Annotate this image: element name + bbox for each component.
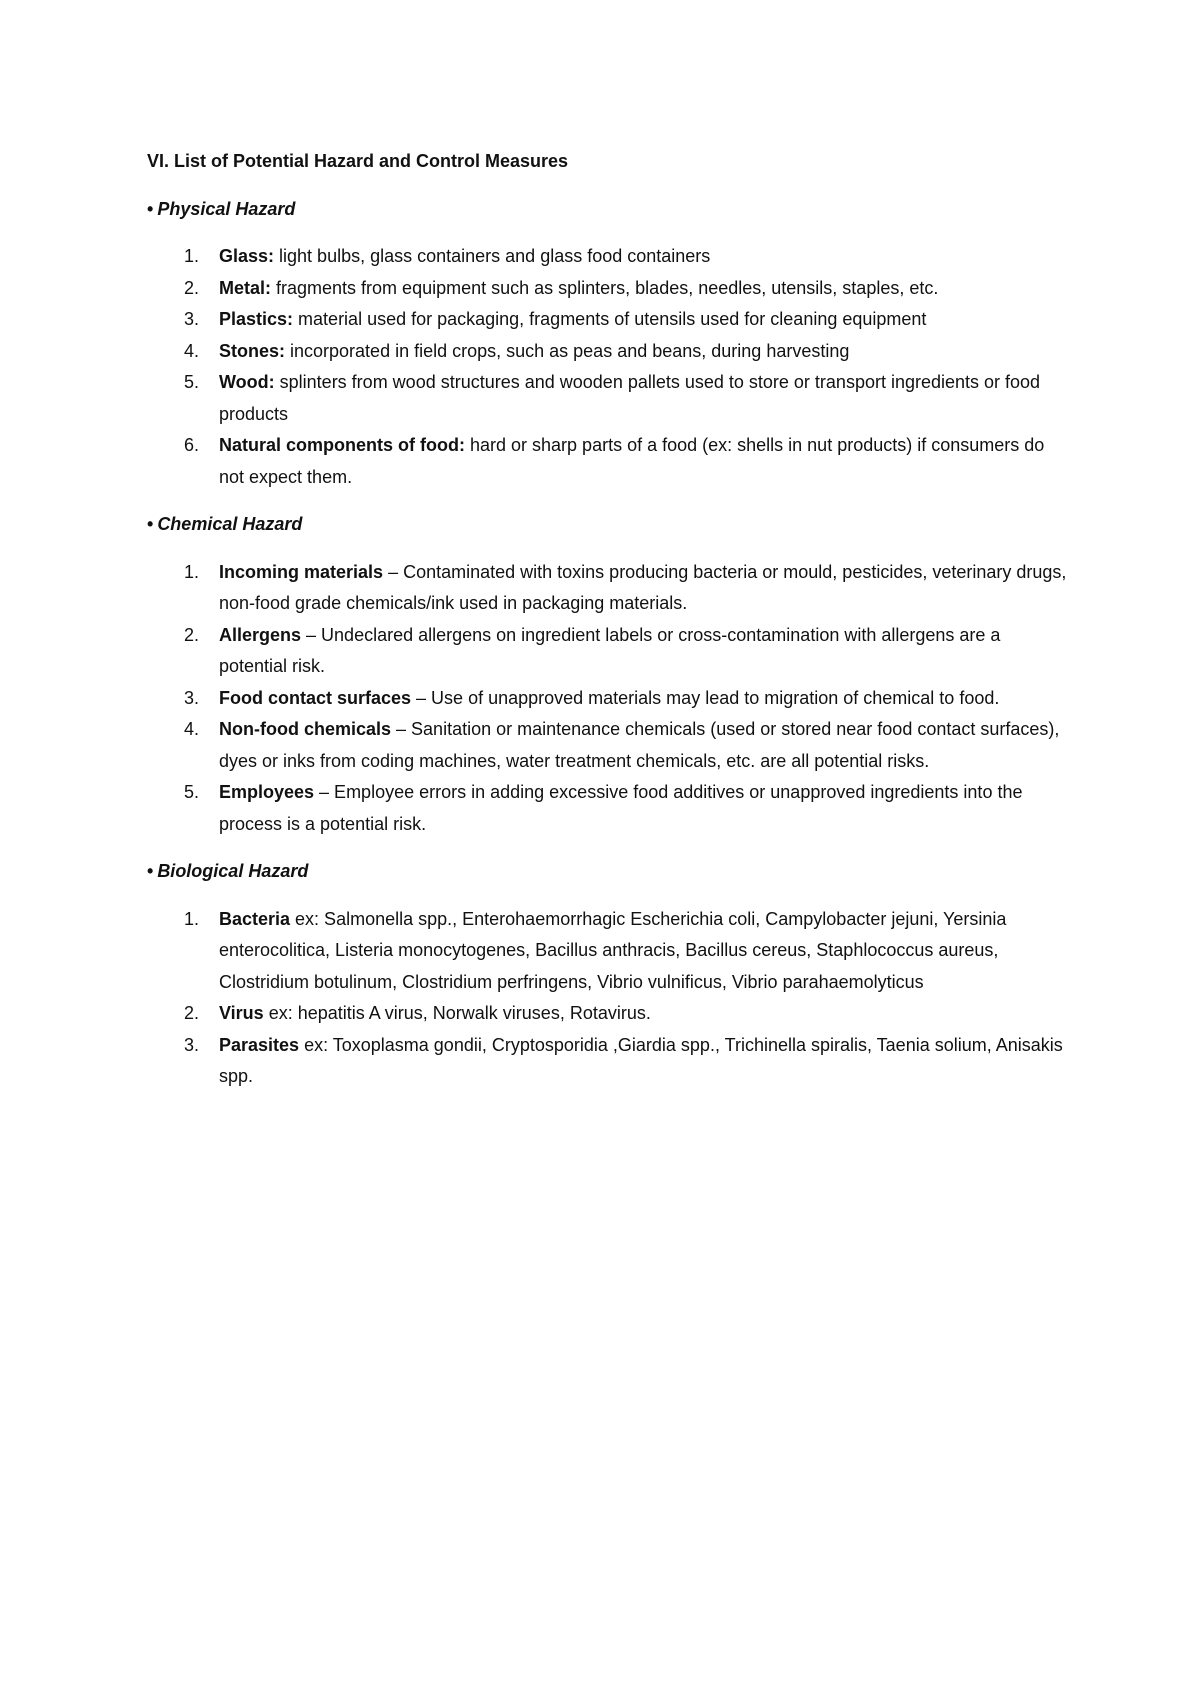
list-item <box>147 367 1067 430</box>
item-number: 1. <box>184 908 200 929</box>
document-title: VI. List of Potential Hazard and Control Measures <box>147 151 569 171</box>
section-chemical-hazard <box>147 509 1067 840</box>
item-text: – Employee errors in adding excessive food additives or unapproved ingredients into the process is a potential risk. <box>219 782 1023 834</box>
list-item <box>147 1030 1067 1093</box>
section-heading <box>147 856 1067 888</box>
item-term: Wood: <box>219 372 275 392</box>
list-item <box>147 336 1067 368</box>
item-term: Glass: <box>219 246 275 266</box>
item-number: 3. <box>184 309 200 329</box>
item-number: 2. <box>184 277 200 298</box>
item-term: Metal: <box>219 277 272 298</box>
section-physical-hazard <box>147 194 1067 494</box>
list-item <box>147 430 1067 493</box>
section-heading <box>147 194 1067 226</box>
list-item <box>147 904 1067 999</box>
list-item <box>147 273 1067 305</box>
item-number: 5. <box>184 782 200 802</box>
section-biological-hazard <box>147 856 1067 1093</box>
item-number: 4. <box>184 340 200 361</box>
bullet-icon: • <box>147 514 154 534</box>
document-body <box>147 146 1067 1093</box>
item-text: – Undeclared allergens on ingredient labels or cross-contamination with allergens are a potential risk. <box>219 624 1001 676</box>
item-term: Plastics: <box>219 309 294 329</box>
bullet-icon: • <box>147 198 154 219</box>
section-heading-label: Biological Hazard <box>157 861 309 881</box>
item-text: ex: Salmonella spp., Enterohaemorrhagic Escherichia coli, Campylobacter jejuni, Yersinia enterocolitica, Listeria monocytogenes, Bacillus anthracis, Bacillus cereus, Staphlococcus aureus, Clostridium botulinum, Clostridium perfringens, Vibrio vulnificus, Vibrio parahaemolyticus <box>219 908 1007 992</box>
hazard-list <box>147 557 1067 841</box>
item-term: Allergens <box>219 624 302 645</box>
item-text: fragments from equipment such as splinters, blades, needles, utensils, staples, etc. <box>271 277 939 298</box>
item-text: – Contaminated with toxins producing bacteria or mould, pesticides, veterinary drugs, non-food grade chemicals/ink used in packaging materials. <box>219 561 1067 613</box>
hazard-list <box>147 904 1067 1093</box>
list-item <box>147 620 1067 683</box>
section-heading <box>147 509 1067 541</box>
list-item <box>147 777 1067 840</box>
item-text: splinters from wood structures and wooden pallets used to store or transport ingredients or food products <box>219 372 1041 424</box>
list-item <box>147 241 1067 273</box>
item-text: hard or sharp parts of a food (ex: shells in nut products) if consumers do not expect them. <box>219 435 1045 487</box>
item-term: Food contact surfaces <box>219 687 412 708</box>
item-term: Virus <box>219 1003 264 1023</box>
item-term: Stones: <box>219 340 286 361</box>
item-text: – Sanitation or maintenance chemicals (used or stored near food contact surfaces), dyes or inks from coding machines, water treatment chemicals, etc. are all potential risks. <box>219 719 1060 771</box>
item-text: light bulbs, glass containers and glass food containers <box>274 246 711 266</box>
item-term: Bacteria <box>219 908 291 929</box>
item-number: 1. <box>184 246 200 266</box>
list-item <box>147 998 1067 1030</box>
item-text: ex: Toxoplasma gondii, Cryptosporidia ,Giardia spp., Trichinella spiralis, Taenia solium, Anisakis spp. <box>219 1034 1063 1086</box>
list-item <box>147 557 1067 620</box>
item-number: 2. <box>184 624 200 645</box>
item-term: Parasites <box>219 1034 300 1055</box>
list-item <box>147 714 1067 777</box>
bullet-icon: • <box>147 861 154 881</box>
item-number: 3. <box>184 687 200 708</box>
list-item <box>147 304 1067 336</box>
item-term: Non-food chemicals <box>219 719 392 739</box>
list-item <box>147 683 1067 715</box>
item-number: 5. <box>184 372 200 392</box>
item-term: Incoming materials <box>219 561 384 582</box>
item-term: Employees <box>219 782 315 802</box>
item-text: – Use of unapproved materials may lead to migration of chemical to food. <box>411 687 1000 708</box>
section-heading-label: Chemical Hazard <box>157 514 303 534</box>
item-number: 6. <box>184 435 200 455</box>
item-number: 1. <box>184 561 200 582</box>
section-heading-label: Physical Hazard <box>157 198 296 219</box>
item-number: 4. <box>184 719 200 739</box>
item-number: 2. <box>184 1003 200 1023</box>
item-number: 3. <box>184 1034 200 1055</box>
item-text: ex: hepatitis A virus, Norwalk viruses, Rotavirus. <box>263 1003 651 1023</box>
item-term: Natural components of food: <box>219 435 465 455</box>
item-text: incorporated in field crops, such as peas and beans, during harvesting <box>285 340 850 361</box>
hazard-list <box>147 241 1067 493</box>
item-text: material used for packaging, fragments of utensils used for cleaning equipment <box>293 309 927 329</box>
